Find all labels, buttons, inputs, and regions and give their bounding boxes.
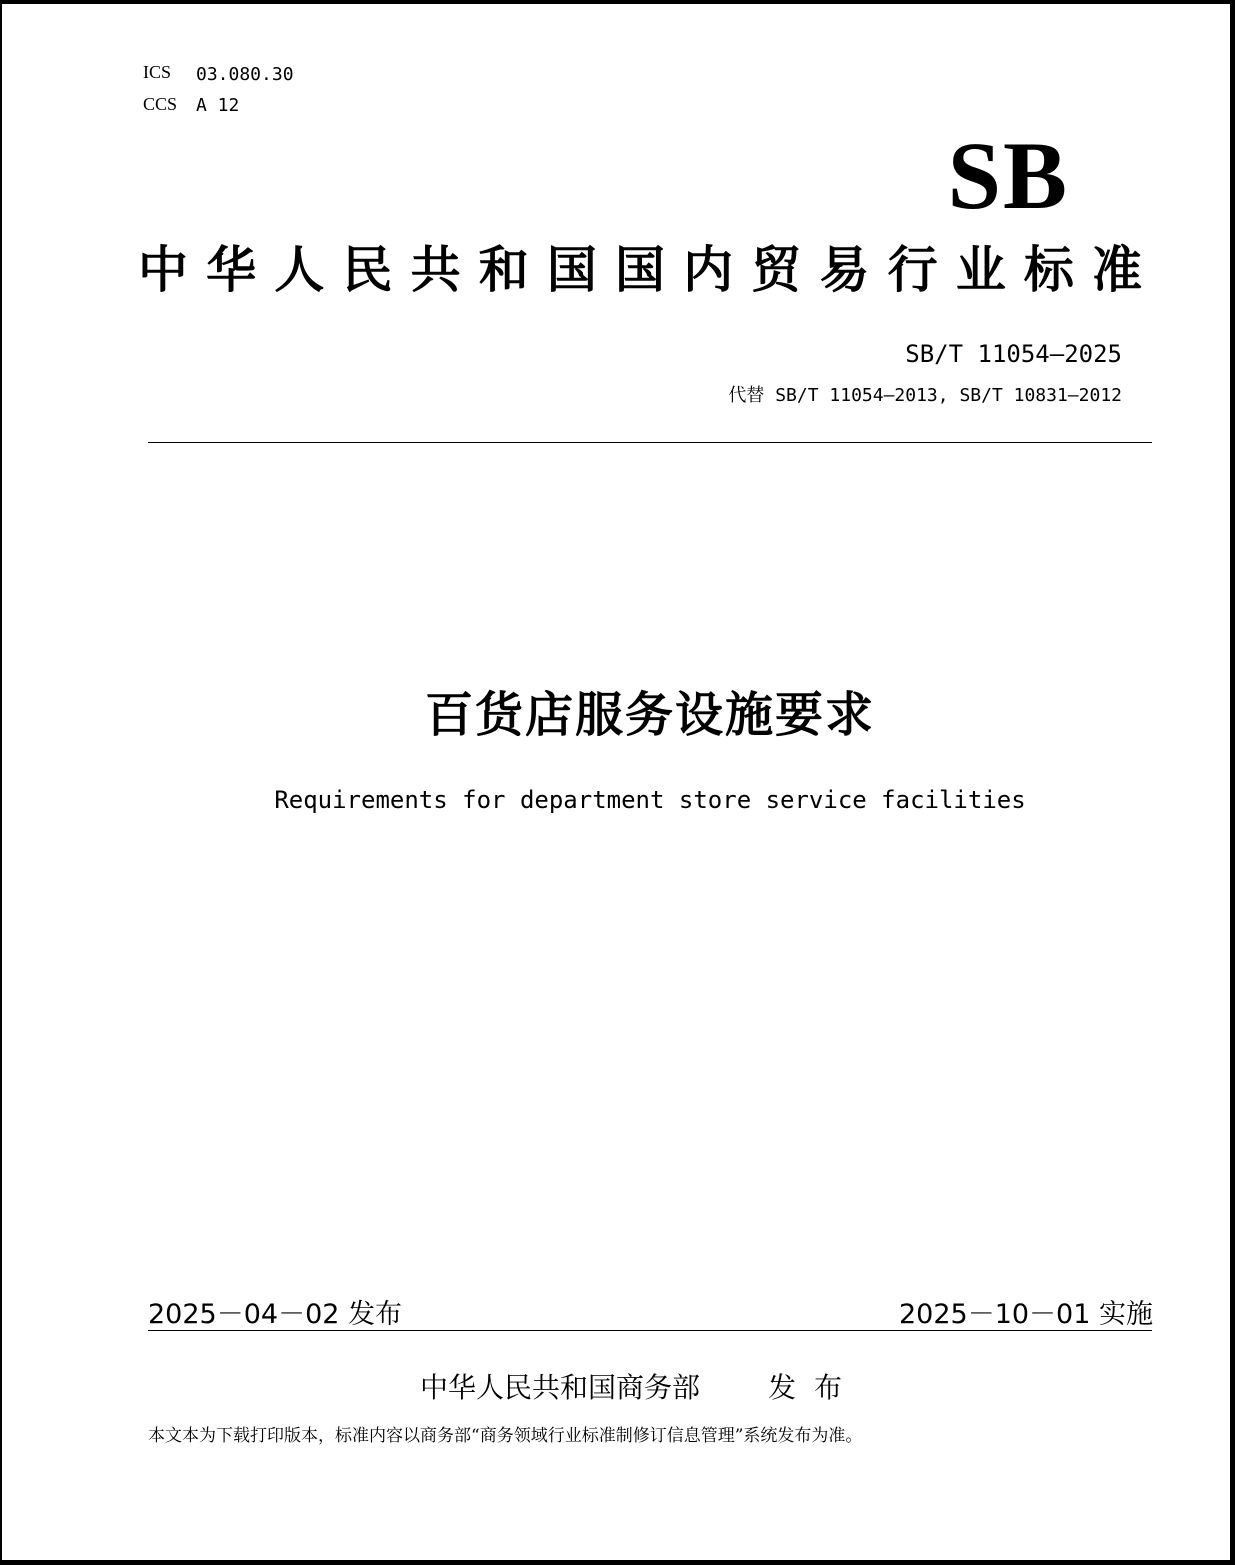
header-divider: [148, 442, 1152, 443]
standard-number: SB/T 11054—2025: [905, 340, 1122, 368]
implementation-date: 2025－10－01 实施: [898, 1299, 1153, 1330]
standard-type-title: 中华人民共和国国内贸易行业标准: [138, 241, 1142, 299]
footer-divider: [148, 1330, 1152, 1331]
document-title-english: Requirements for department store service facilities: [274, 786, 1026, 814]
download-note: 本文本为下载打印版本，标准内容以商务部“商务领域行业标准制修订信息管理”系统发布为准。: [148, 1426, 863, 1446]
sb-logo: SB: [947, 122, 1069, 229]
issue-date: 2025－04－02 发布: [148, 1299, 403, 1330]
ccs-label: CCS: [143, 94, 178, 114]
ics-label: ICS: [143, 62, 172, 82]
ics-code: 03.080.30: [196, 64, 294, 85]
publisher-name: 中华人民共和国商务部: [420, 1371, 701, 1404]
replaces-standards: 代替 SB/T 11054—2013, SB/T 10831—2012: [728, 385, 1122, 406]
publish-label: 发布: [768, 1371, 861, 1404]
document-title-chinese: 百货店服务设施要求: [424, 687, 875, 743]
ccs-code: A 12: [196, 95, 240, 116]
